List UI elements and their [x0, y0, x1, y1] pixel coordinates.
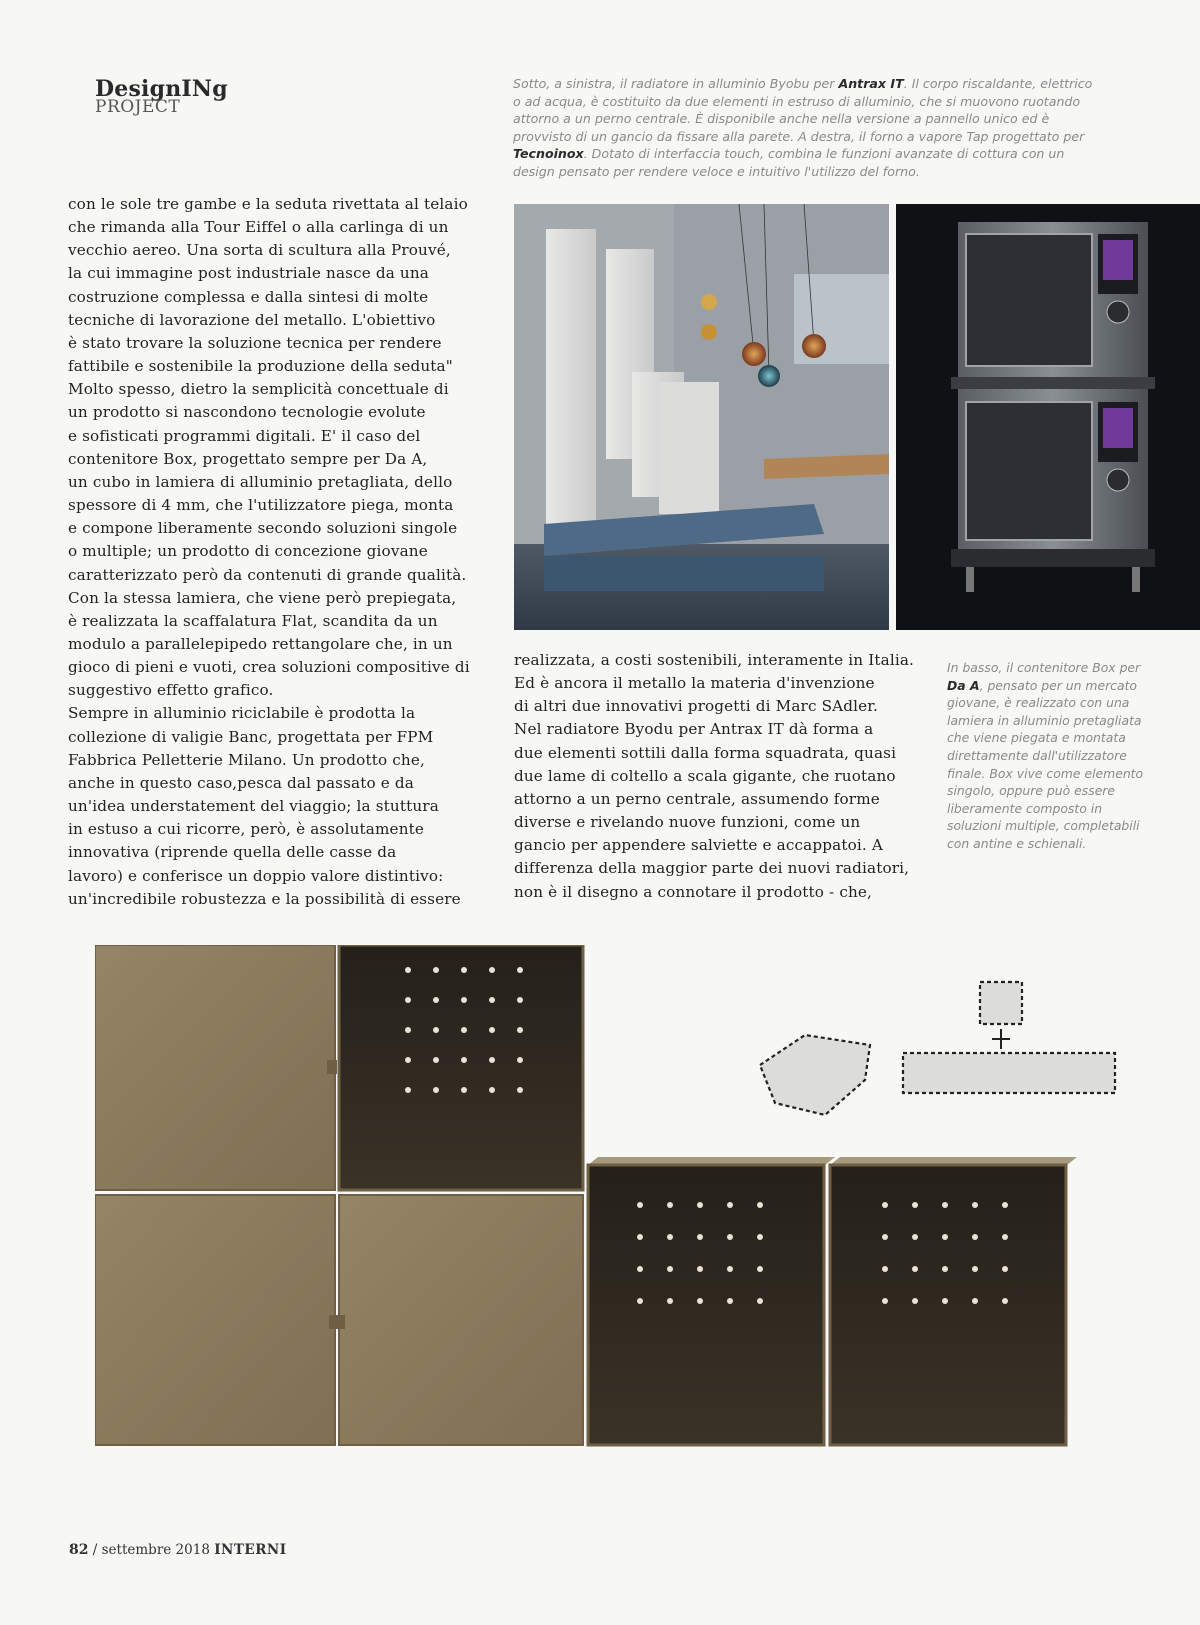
text-line: realizzata, a costi sostenibili, interamente in Italia.: [514, 651, 915, 669]
article-column-1: [68, 193, 501, 911]
text-line: non è il disegno a connotare il prodotto - che,: [514, 882, 873, 901]
photo-caption-top: Sotto, a sinistra, il radiatore in alluminio Byobu per Antrax IT. Il corpo riscaldante, elettrico o ad acqua, è costituito da due elementi in estruso di alluminio, che si muovono ruotando attorno a un perno centrale. È disponibile anche nella versione a pannello unico ed è provvisto di un gancio da fissare alla parete. A destra, il forno a vapore Tap progettato per Tecnoinox. Dotato di interfaccia touch, combina le funzioni avanzate di cottura con un design pensato per rendere veloce e intuitivo l'utilizzo del forno.: [513, 76, 1093, 179]
text-line: di altri due innovativi progetti di Marc SAdler.: [514, 697, 879, 716]
magazine-name: INTERNI: [214, 1542, 287, 1558]
text-line: Fabbrica Pelletterie Milano. Un prodotto che,: [68, 750, 425, 769]
text-line: lavoro) e conferisce un doppio valore distintivo:: [68, 866, 444, 885]
text-line: tecniche di lavorazione del metallo. L'obiettivo: [68, 310, 436, 329]
text-line: Nel radiatore Byodu per Antrax IT dà forma a: [514, 720, 874, 739]
text-line: la cui immagine post industriale nasce da una: [68, 264, 430, 283]
text-line: gancio per appendere salviette e accappatoi. A: [514, 836, 883, 855]
text-line: anche in questo caso,pesca dal passato e da: [68, 773, 414, 792]
text-line: Molto spesso, dietro la semplicità concettuale di: [68, 380, 449, 399]
text-line: diverse e rivelando nuove funzioni, come un: [514, 813, 861, 832]
text-line: contenitore Box, progettato sempre per Da A,: [68, 449, 428, 468]
radiator-photo: [514, 204, 889, 630]
text-line: Con la stessa lamiera, che viene però prepiegata,: [68, 588, 457, 607]
text-line: è stato trovare la soluzione tecnica per rendere: [68, 333, 442, 352]
text-line: un'idea understatement del viaggio; la stuttura: [68, 797, 439, 816]
text-line: innovativa (riprende quella delle casse da: [68, 843, 397, 862]
text-line: suggestivo effetto grafico.: [68, 681, 274, 700]
oven-photo: [896, 204, 1200, 630]
text-line: è realizzata la scaffalatura Flat, scandita da un: [68, 611, 438, 630]
text-line: fattibile e sostenibile la produzione della seduta": [68, 357, 453, 376]
text-line: che rimanda alla Tour Eiffel o alla carlinga di un: [68, 218, 449, 237]
text-line: attorno a un perno centrale, assumendo forme: [514, 789, 880, 808]
text-line: o multiple; un prodotto di concezione giovane: [68, 542, 428, 561]
box-container-photo: [95, 945, 1165, 1490]
text-line: e sofisticati programmi digitali. E' il caso del: [68, 426, 421, 445]
text-line: Sempre in alluminio riciclabile è prodotta la: [68, 704, 416, 723]
text-line: collezione di valigie Banc, progettata per FPM: [68, 727, 434, 746]
text-line: due lame di coltello a scala gigante, che ruotano: [514, 766, 896, 785]
box-sketch: [760, 982, 1115, 1115]
text-line: un cubo in lamiera di alluminio pretagliata, dello: [68, 472, 453, 491]
text-line: un'incredibile robustezza e la possibilità di essere: [68, 889, 461, 908]
section-subtitle: PROJECT: [95, 97, 181, 117]
text-line: Ed è ancora il metallo la materia d'invenzione: [514, 674, 875, 693]
text-line: un prodotto si nascondono tecnologie evolute: [68, 403, 426, 422]
text-line: in estuso a cui ricorre, però, è assolutamente: [68, 820, 425, 839]
text-line: e compone liberamente secondo soluzioni singole: [68, 519, 458, 538]
text-line: due elementi sottili dalla forma squadrata, quasi: [514, 743, 897, 762]
section-title: DesignINg: [95, 76, 228, 102]
text-line: vecchio aereo. Una sorta di scultura alla Prouvé,: [68, 241, 451, 260]
text-line: con le sole tre gambe e la seduta rivettata al telaio: [68, 195, 468, 213]
article-column-2: [514, 649, 946, 904]
text-line: gioco di pieni e vuoti, crea soluzioni compositive di: [68, 658, 470, 677]
text-line: spessore di 4 mm, che l'utilizzatore piega, monta: [68, 496, 454, 515]
text-line: caratterizzato però da contenuti di grande qualità.: [68, 565, 467, 584]
photo-caption-side: In basso, il contenitore Box per Da A, pensato per un mercato giovane, è realizzato con una lamiera in alluminio pretagliata che viene piegata e montata direttamente dall'utilizzatore finale. Box vive come elemento singolo, oppure può essere liberamente composto in soluzioni multiple, completabili con antine e schienali.: [947, 660, 1144, 851]
page-footer: 82 / settembre 2018 INTERNI: [69, 1542, 287, 1558]
page-number: 82: [69, 1542, 89, 1558]
text-line: differenza della maggior parte dei nuovi radiatori,: [514, 859, 910, 878]
text-line: modulo a parallelepipedo rettangolare che, in un: [68, 634, 453, 653]
text-line: costruzione complessa e dalla sintesi di molte: [68, 287, 429, 306]
